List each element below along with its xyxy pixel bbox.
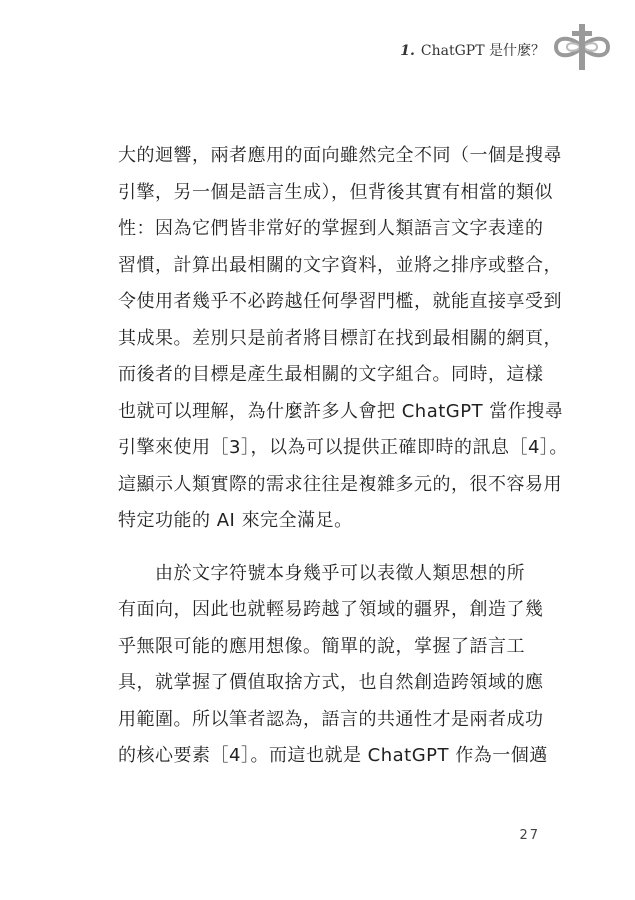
paragraph-1 [118,138,568,540]
paragraph-gap [118,540,538,556]
text-line: 具，就掌握了價值取捨方式，也自然創造跨領域的應 [118,672,544,693]
text-line: 的核心要素［4］。而這也就是 ChatGPT 作為一個邁 [118,745,548,766]
text-line: 這顯示人類實際的需求往往是複雜多元的，很不容易用 [118,473,562,495]
text-line: 其成果。差別只是前者將目標訂在找到最相關的網頁， [118,327,562,349]
text-line: 大的迴響，兩者應用的面向雖然完全不同（一個是搜尋 [118,145,562,166]
text-line: 引擎，另一個是語言生成），但背後其實有相當的類似 [118,181,553,203]
chapter-ornament-icon [552,22,612,72]
text-line: 由於文字符號本身幾乎可以表徵人類思想的所 [118,562,525,584]
text-line: 乎無限可能的應用想像。簡單的說，掌握了語言工 [118,635,525,657]
text-line: 而後者的目標是產生最相關的文字組合。同時，這樣 [118,364,544,385]
text-line: 令使用者幾乎不必跨越任何學習門檻，就能直接享受到 [118,291,562,312]
paragraph-2 [118,556,548,775]
running-header [0,40,545,60]
text-line: 引擎來使用［3］，以為可以提供正確即時的訊息［4］。 [118,437,568,458]
text-line: 用範圍。所以筆者認為，語言的共通性才是兩者成功 [118,708,544,730]
text-line: 習慣，計算出最相關的文字資料，並將之排序或整合， [118,254,562,276]
body-text [118,138,568,775]
text-line: 有面向，因此也就輕易跨越了領域的疆界，創造了幾 [118,599,544,620]
text-line: 性：因為它們皆非常好的掌握到人類語言文字表達的 [118,218,544,239]
text-line: 也就可以理解，為什麼許多人會把 ChatGPT 當作搜尋 [118,400,564,422]
text-line: 特定功能的 AI 來完全滿足。 [118,510,353,531]
chapter-number: 1. [400,43,415,59]
chapter-title: ChatGPT 是什麼？ [420,43,545,59]
page-number: 27 [519,828,540,843]
